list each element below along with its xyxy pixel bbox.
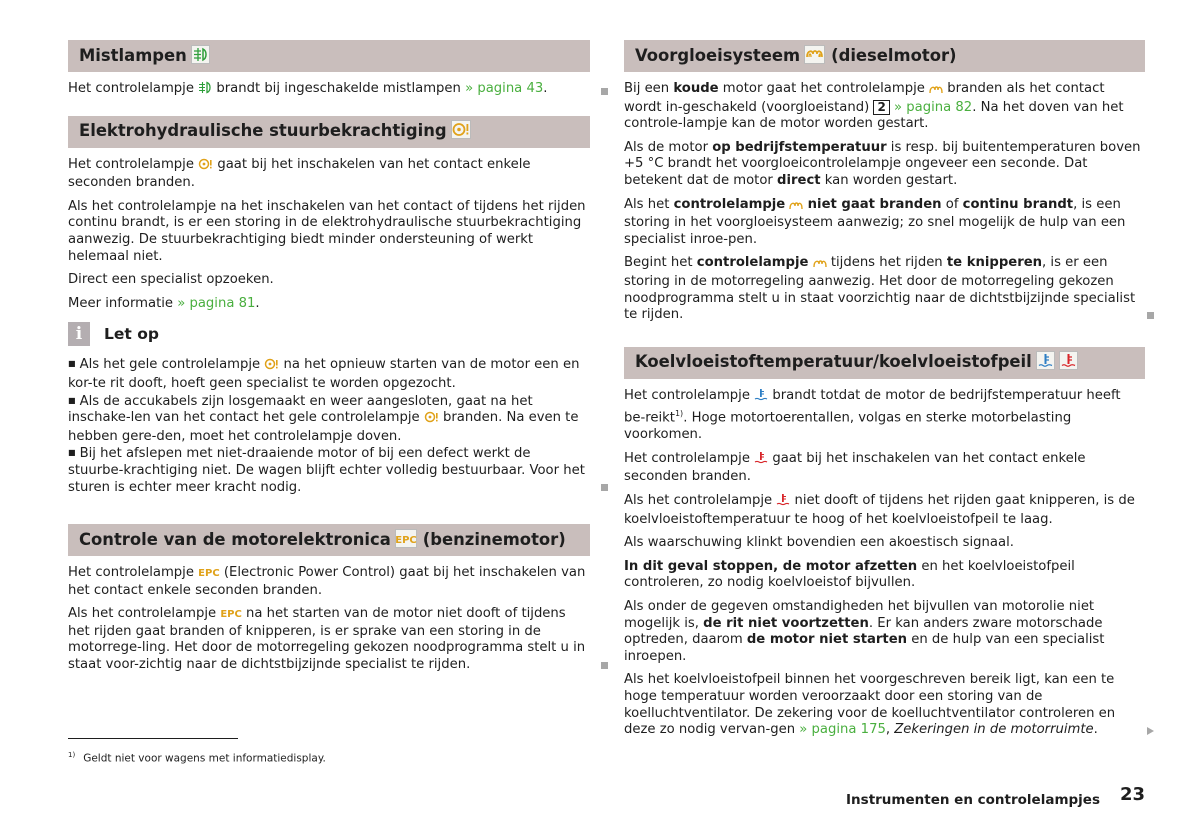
paragraph: Als het koelvloeistofpeil binnen het voorgeschreven bereik ligt, kan een te hoge temperatuur worden veroorzaakt door een storing van de koelluchtventilator. De zekering voor de koelluchtventilator controleren en deze zo nodig vervan-gen » pagina 175, Zekeringen in de motorruimte. xyxy=(624,672,1145,738)
footnote-divider xyxy=(68,738,238,739)
glow-plug-icon xyxy=(804,45,825,68)
page-number: 23 xyxy=(1119,784,1145,805)
paragraph: Als het controlelampje na het inschakelen van het contact of tijdens het rijden continu brandt, is er een storing in de elektrohydraulische stuurbekrachtiging aanwezig. De stuurbekrachtiging biedt minder ondersteuning of werkt helemaal niet. xyxy=(68,198,586,264)
glow-plug-icon xyxy=(929,83,943,100)
paragraph: Het controlelampje gaat bij het inschakelen van het contact enkele seconden branden. xyxy=(68,156,531,191)
paragraph: Direct een specialist opzoeken. xyxy=(68,272,274,288)
epc-icon: EPC xyxy=(198,568,220,580)
section-title: Elektrohydraulische stuurbekrachtiging xyxy=(79,121,447,141)
paragraph: Begint het controlelampje tijdens het rijden te knipperen, is er een storing in de motorregeling aanwezig. Het door de motorregeling gekozen noodprogramma stelt u in staat voorzichtig naar de dichtstbijzijnde specialist te rijden. xyxy=(624,255,1145,323)
right-column xyxy=(624,40,1145,746)
coolant-red-icon xyxy=(776,493,790,512)
glow-plug-icon xyxy=(789,199,803,216)
callout-number: 2 xyxy=(873,100,889,115)
paragraph: Bij een koude motor gaat het controlelampje branden als het contact wordt in-geschakeld (voorgloeistand) 2 » pagina 82. Na het doven van het controle-lampje kan de motor worden gestart. xyxy=(624,81,1124,132)
page-link[interactable]: » pagina 82 xyxy=(894,99,973,115)
section-header-koelvloeistof xyxy=(624,347,1145,379)
page-link[interactable]: » pagina 43 xyxy=(465,81,544,96)
section-header-epc xyxy=(68,524,590,556)
steering-warning-icon xyxy=(451,120,471,143)
paragraph: Als waarschuwing klinkt bovendien een akoestisch signaal. xyxy=(624,535,1014,551)
section-header-voorgloei xyxy=(624,40,1145,72)
paragraph: In dit geval stoppen, de motor afzetten en het koelvloeistofpeil controleren, zo nodig koelvloeistof bijvullen. xyxy=(624,558,1075,591)
section-title-suffix: (benzinemotor) xyxy=(422,529,566,549)
section-title: Controle van de motorelektronica xyxy=(79,529,391,549)
paragraph: Het controlelampje brandt totdat de motor de bedrijfstemperatuur heeft be-reikt$^{1)}$. Hoge motortoerentallen, volgas en sterke motorbelasting voorkomen. xyxy=(624,387,1121,443)
paragraph: Het controlelampje gaat bij het inschakelen van het contact enkele seconden branden. xyxy=(624,450,1086,485)
note-bullet: ■ Als het gele controlelampje na het opnieuw starten van de motor een en kor-te rit dooft, hoeft geen specialist te worden opgezocht. xyxy=(68,356,590,392)
coolant-blue-icon xyxy=(1036,351,1055,374)
section-title: Mistlampen xyxy=(79,45,187,65)
section-header-mistlampen xyxy=(68,40,590,72)
note-header xyxy=(68,322,590,346)
epc-icon xyxy=(395,529,417,552)
fog-light-icon xyxy=(198,81,212,100)
steering-warning-icon xyxy=(424,411,439,429)
paragraph: Als het controlelampje niet dooft of tijdens het rijden gaat knipperen, is de koelvloeistoftemperatuur te hoog of het koelvloeistofpeil te laag. xyxy=(624,493,1135,527)
paragraph: Als onder de gegeven omstandigheden het bijvullen van motorolie niet mogelijk is, de rit niet voortzetten. Er kan anders zware motorschade optreden, daarom de motor niet starten en de hulp van een specialist inroepen. xyxy=(624,599,1105,664)
epc-icon: EPC xyxy=(220,609,242,621)
paragraph: Meer informatie » pagina 81. xyxy=(68,295,260,311)
fog-light-icon xyxy=(191,45,210,68)
section-title-suffix: (dieselmotor) xyxy=(831,45,957,65)
footnote: $^{1)}$ Geldt niet voor wagens met informatiedisplay. xyxy=(68,751,326,765)
section-title: Koelvloeistoftemperatuur/koelvloeistofpeil xyxy=(635,352,1032,372)
note-title: Let op xyxy=(104,325,159,344)
coolant-red-icon xyxy=(754,451,768,470)
glow-plug-icon xyxy=(813,257,827,274)
footer-chapter-title: Instrumenten en controlelampjes xyxy=(846,792,1100,808)
steering-warning-icon xyxy=(264,358,279,376)
paragraph: Als de motor op bedrijfstemperatuur is resp. bij buitentemperaturen boven +5 °C brandt het voorgloeicontrolelampje ongeveer een seconde. Dat betekent dat de motor direct kan worden gestart. xyxy=(624,139,1141,188)
section-title: Voorgloeisysteem xyxy=(635,45,801,65)
paragraph: Als het controlelampje EPC na het starten van de motor niet dooft of tijdens het rijden gaat branden of knipperen, is er sprake van een storing in de motorrege-ling. Het door de motorregeling gekozen noodprogramma stelt u in staat voor-zichtig naar de dichtstbijzijnde specialist te rijden. xyxy=(68,606,590,673)
info-icon: i xyxy=(68,322,90,346)
svg-text:EPC: EPC xyxy=(395,534,417,546)
paragraph: Het controlelampje EPC (Electronic Power Control) gaat bij het inschakelen van het contact enkele seconden branden. xyxy=(68,565,586,598)
left-column xyxy=(68,40,590,681)
coolant-blue-icon xyxy=(754,388,768,407)
note-bullet: ■ Bij het afslepen met niet-draaiende motor of bij een defect werkt de stuurbe-krachtiging niet. De wagen blijft echter volledig bestuurbaar. Voor het sturen is echter meer kracht nodig. xyxy=(68,445,590,496)
note-bullet: ■ Als de accukabels zijn losgemaakt en weer aangesloten, gaat na het inschake-len van het contact het gele controlelampje branden. Na even te hebben gere-den, moet het controlelampje doven. xyxy=(68,393,590,446)
steering-warning-icon xyxy=(198,158,213,176)
section-header-stuurbekrachtiging xyxy=(68,116,590,148)
coolant-red-icon xyxy=(1059,351,1078,374)
paragraph: Het controlelampje brandt bij ingeschakelde mistlampen » pagina 43. xyxy=(68,81,590,100)
page-link[interactable]: » pagina 81 xyxy=(177,295,256,311)
page-link[interactable]: » pagina 175 xyxy=(799,722,886,738)
paragraph: Als het controlelampje niet gaat branden of continu brandt, is een storing in het voorgloeisysteem aanwezig; zo snel mogelijk de hulp van een specialist inroe-pen. xyxy=(624,196,1126,247)
